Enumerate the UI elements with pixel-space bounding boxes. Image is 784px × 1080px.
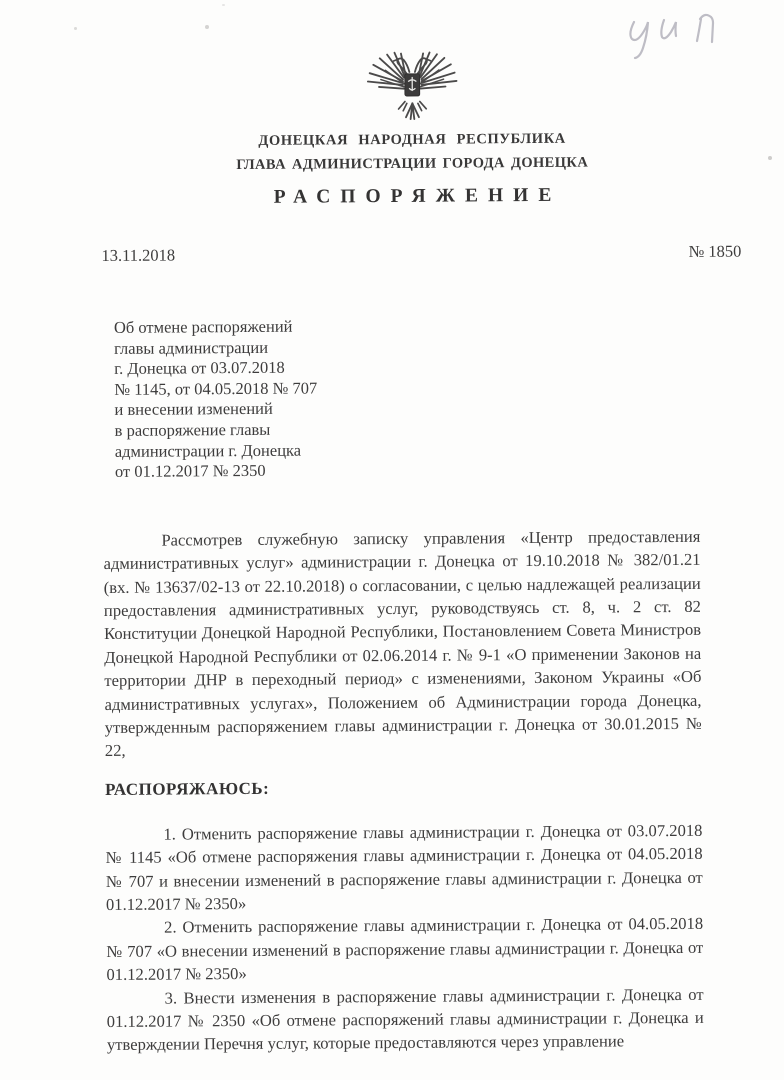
subject-line: главы администрации [114,337,269,358]
subject-line: г. Донецка от 03.07.2018 [114,357,285,379]
meta-row [101,242,741,266]
document-type-title: РАСПОРЯЖЕНИЕ [273,184,562,208]
resolution-item-1: 1. Отменить распоряжение главы администрации г. Донецка от 03.07.2018 № 1145 «Об отмене распоряжения главы администрации г. Донецка от 04.05.2018 № 707 и внесении изменений в распоряжение главы администрации г. Донецка от 01.12.2017 № 2350» [105,820,703,915]
document-header [100,48,698,210]
resolution-item-3: 3. Внести изменения в распоряжение главы администрации г. Донецка от 01.12.2017 № 2350 «Об отмене распоряжений главы администрации г. Донецка и утверждении Перечня услуг, которые предоставляются через управление [106,984,704,1055]
dnr-coat-of-arms-icon [355,49,467,122]
scan-speck [205,25,209,29]
subject-line: № 1145, от 04.05.2018 № 707 [114,378,318,399]
subject-line: Об отмене распоряжений [113,316,293,337]
subject-line: от 01.12.2017 № 2350 [114,461,266,482]
subject-line: администрации г. Донецка [114,440,302,461]
document-date: 13.11.2018 [101,245,176,265]
resolution-item-2: 2. Отменить распоряжение главы администрации г. Донецка от 04.05.2018 № 707 «О внесении изменений в распоряжение главы администрации г. Донецка от 01.12.2017 № 2350» [106,914,704,985]
republic-name: ДОНЕЦКАЯ НАРОДНАЯ РЕСПУБЛИКА [258,130,566,149]
document-number: № 1850 [688,241,742,261]
resolution-heading: РАСПОРЯЖАЮСЬ: [105,778,270,799]
scan-speck [74,27,77,30]
scan-speck [222,4,225,6]
subject-line: в распоряжение главы [114,419,271,440]
preamble-paragraph: Рассмотрев служебную записку управления «Центр предоставления административных услуг» администрации г. Донецка от 19.10.2018 № 382/01.21 (вх. № 13637/02-13 от 22.10.2018) о согласовании, с целью надлежащей реализации предоставления административных услуг, руководствуясь ст. 8, ч. 2 ст. 82 Конституции Донецкой Народной Республики, Постановлением Совета Министров Донецкой Народной Республики от 02.06.2014 г. № 9-1 «О применении Законов на территории ДНР в переходный период» с изменениями, Законом Украины «Об административных услугах», Положением об Администрации города Донецка, утвержденным распоряжением главы администрации г. Донецка от 30.01.2015 № 22, [103,526,702,761]
subject-block [114,316,455,483]
document-content [100,48,742,1057]
subject-line: и внесении изменений [114,399,273,420]
issuing-authority: ГЛАВА АДМИНИСТРАЦИИ ГОРОДА ДОНЕЦКА [236,154,589,174]
scan-speck [768,156,772,160]
